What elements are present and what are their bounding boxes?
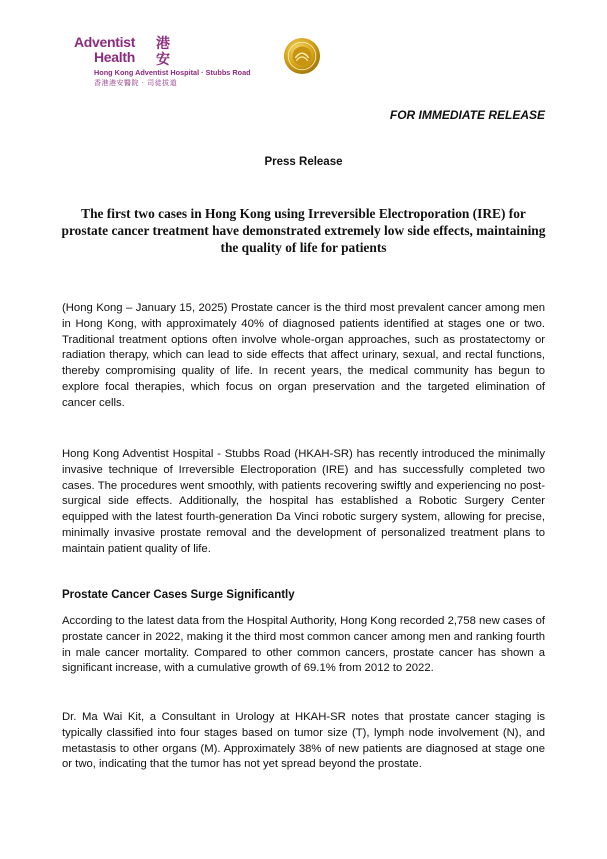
logo-subtitle-cjk: 香港港安醫院 · 司徒拔道 xyxy=(94,79,178,87)
press-release-label: Press Release xyxy=(264,156,343,168)
logo-text-adventist: Adventist xyxy=(74,34,136,50)
page-title: The first two cases in Hong Kong using Irreversible Electroporation (IRE) for prostate cancer treatment have demonstrated extremely low side effects, maintaining the quality of life for patients xyxy=(61,206,546,255)
accreditation-gold-seal-icon xyxy=(283,37,321,75)
logo-subtitle: Hong Kong Adventist Hospital · Stubbs Road xyxy=(94,68,251,77)
logo-cjk-char-2: 安 xyxy=(156,52,170,68)
release-tag: FOR IMMEDIATE RELEASE xyxy=(389,108,545,122)
logo-cjk-char-1: 港 xyxy=(156,36,170,52)
body-paragraph-2: Hong Kong Adventist Hospital - Stubbs Road (HKAH-SR) has recently introduced the minimally invasive technique of Irreversible Electroporation (IRE) and has successfully completed two cases. The procedures went smoothly, with patients recovering swiftly and experiencing no post-surgical side effects. Additionally, the hospital has established a Robotic Surgery Center equipped with the latest fourth-generation Da Vinci robotic surgery system, allowing for precise, minimally invasive prostate removal and the development of personalized treatment plans to maintain patient quality of life. xyxy=(62,448,545,555)
section-heading: Prostate Cancer Cases Surge Significantly xyxy=(62,589,295,601)
logo-text-health: Health xyxy=(94,49,135,65)
hospital-logo xyxy=(74,30,274,90)
body-paragraph-1: (Hong Kong – January 15, 2025) Prostate cancer is the third most prevalent cancer among men in Hong Kong, with approximately 40% of diagnosed patients identified at stages one or two. Traditional treatment options often involve whole-organ approaches, such as prostatectomy or radiation therapy, which can lead to side effects that affect urinary, sexual, and rectal functions, thereby compromising quality of life. In recent years, the medical community has begun to explore focal therapies, which focus on organ preservation and the targeted elimination of cancer cells. xyxy=(62,302,545,409)
body-paragraph-3: According to the latest data from the Hospital Authority, Hong Kong recorded 2,758 new cases of prostate cancer in 2022, making it the third most common cancer among men and ranking fourth in male cancer mortality. Compared to other common cancers, prostate cancer has shown a significant increase, with a cumulative growth of 69.1% from 2012 to 2022. xyxy=(62,615,545,675)
body-paragraph-4: Dr. Ma Wai Kit, a Consultant in Urology at HKAH-SR notes that prostate cancer staging is typically classified into four stages based on tumor size (T), lymph node involvement (N), and metastasis to other organs (M). Approximately 38% of new patients are diagnosed at stage one or two, indicating that the tumor has not yet spread beyond the prostate. xyxy=(62,711,545,771)
